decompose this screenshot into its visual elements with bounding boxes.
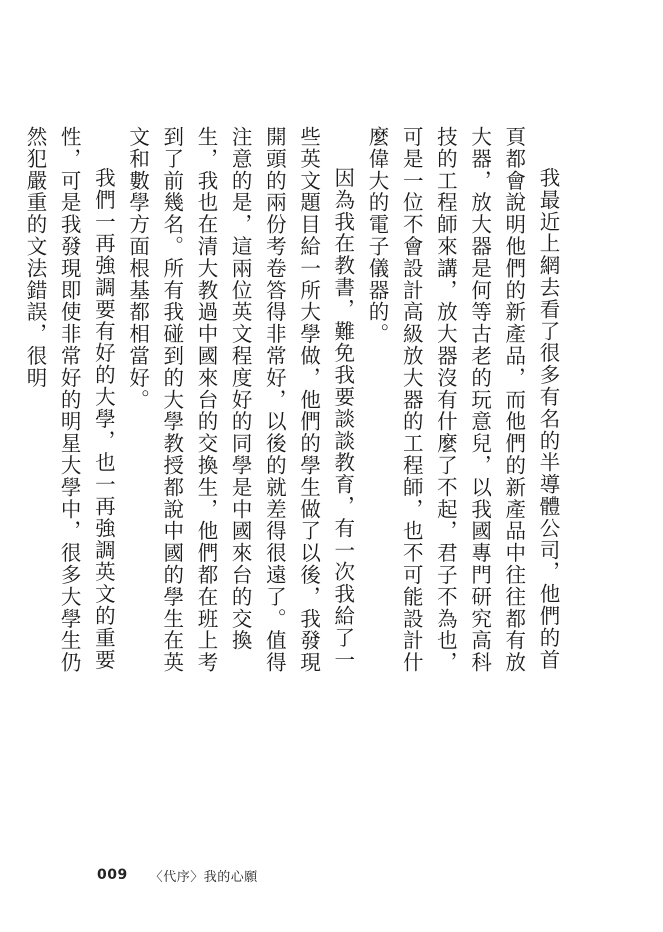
page-footer — [97, 864, 258, 886]
paragraph-1: 我最近上網去看了很多有名的半導體公司，他們的首頁都會說明他們的新產品，而他們的新產品中往往都有放大器，放大器是何等古老的玩意兒，以我國專門研究高科技的工程師來講，放大器沒有什麼了不起，君子不為也，可是一位不會設計高級放大器的工程師，也不可能設計什麼偉大的電子儀器的。 — [364, 126, 560, 674]
page-number: 009 — [97, 867, 128, 883]
paragraph-3: 我們一再強調要有好的大學，也一再強調英文的重要性，可是我發現即使非常好的明星大學中，很多大學生仍然犯嚴重的文法錯誤，很明 — [22, 126, 116, 674]
vertical-body-text — [18, 126, 565, 686]
running-title: 〈代序〉我的心願 — [149, 869, 258, 885]
paragraph-2: 因為我在教書，難免我要談談教育，有一次我給了一些英文題目給一所大學做，他們的學生做了以後，我發現開頭的兩份考卷答得非常好，以後的就差得很遠了。值得注意的是，這兩位英文程度好的同學是中國來台的交換生，我也在清大教過中國來台的交換生，他們都在班上考到了前幾名。所有我碰到的大學教授都說中國的學生在英文和數學方面根基都相當好。 — [125, 126, 355, 674]
